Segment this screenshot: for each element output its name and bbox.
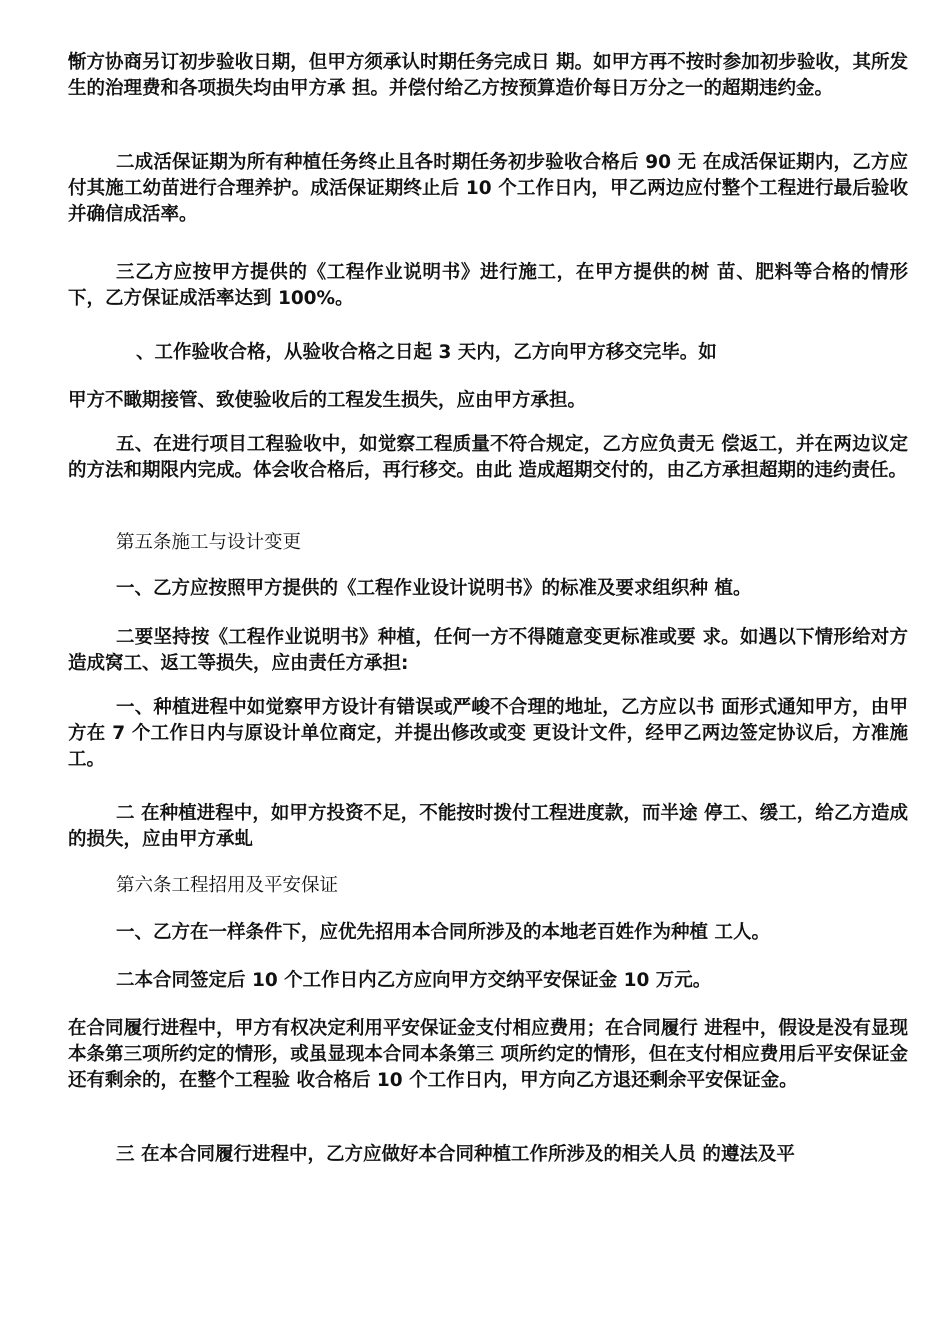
paragraph-8: 二要坚持按《工程作业说明书》种植，任何一方不得随意变更标准或要 求。如遇以下情形给对方造成窝工、返工等损失，应由责任方承担:: [68, 627, 908, 674]
paragraph-13: 在合同履行进程中，甲方有权决定利用平安保证金支付相应费用；在合同履行 进程中，假设是没有显现本条第三项所约定的情形，或虽显现本合同本条第三 项所约定的情形，但在支付相应费用后平安保证金还有剩余的，在整个工程验 收合格后 10 个工作日内，甲方向乙方退还剩余平安保证金。: [68, 1018, 908, 1091]
paragraph-2: 二成活保证期为所有种植任务终止且各时期任务初步验收合格后 90 无 在成活保证期内，乙方应付其施工幼苗进行合理养护。成活保证期终止后 10 个工作日内，甲乙两边应付整个工程进行最后验收并确信成活率。: [68, 152, 908, 225]
section-heading-6: 第六条工程招用及平安保证: [116, 875, 339, 896]
paragraph-6: 五、在进行项目工程验收中，如觉察工程质量不符合规定，乙方应负责无 偿返工，并在两边议定的方法和期限内完成。体会收合格后，再行移交。由此 造成超期交付的，由乙方承担超期的违约责任。: [68, 434, 908, 481]
paragraph-10: 二 在种植进程中，如甲方投资不足，不能按时拨付工程进度款，而半途 停工、缓工，给乙方造成的损失，应由甲方承虬: [68, 803, 908, 850]
paragraph-7: 一、乙方应按照甲方提供的《工程作业设计说明书》的标准及要求组织种 植。: [116, 578, 752, 599]
paragraph-12: 二本合同签定后 10 个工作日内乙方应向甲方交纳平安保证金 10 万元。: [116, 970, 712, 991]
paragraph-9: 一、种植进程中如觉察甲方设计有错误或严峻不合理的地址，乙方应以书 面形式通知甲方，由甲方在 7 个工作日内与原设计单位商定，并提出修改或变 更设计文件，经甲乙两边签定协议后，方准施工。: [68, 697, 908, 770]
paragraph-11: 一、乙方在一样条件下，应优先招用本合同所涉及的本地老百姓作为种植 工人。: [116, 922, 770, 943]
paragraph-1: 惭方协商另订初步验收日期，但甲方须承认时期任务完成日 期。如甲方再不按时参加初步验收，其所发生的治理费和各项损失均由甲方承 担。并偿付给乙方按预算造价每日万分之一的超期违约金。: [68, 52, 908, 99]
paragraph-5: 甲方不瞰期接管、致使验收后的工程发生损失，应由甲方承担。: [68, 390, 587, 411]
section-heading-5: 第五条施工与设计变更: [116, 532, 302, 553]
paragraph-4: 、工作验收合格，从验收合格之日起 3 天内，乙方向甲方移交完毕。如: [136, 342, 717, 363]
paragraph-14: 三 在本合同履行进程中，乙方应做好本合同种植工作所涉及的相关人员 的遵法及平: [116, 1144, 795, 1165]
paragraph-3: 三乙方应按甲方提供的《工程作业说明书》进行施工，在甲方提供的树 苗、肥料等合格的情形下，乙方保证成活率达到 100%。: [68, 262, 908, 309]
